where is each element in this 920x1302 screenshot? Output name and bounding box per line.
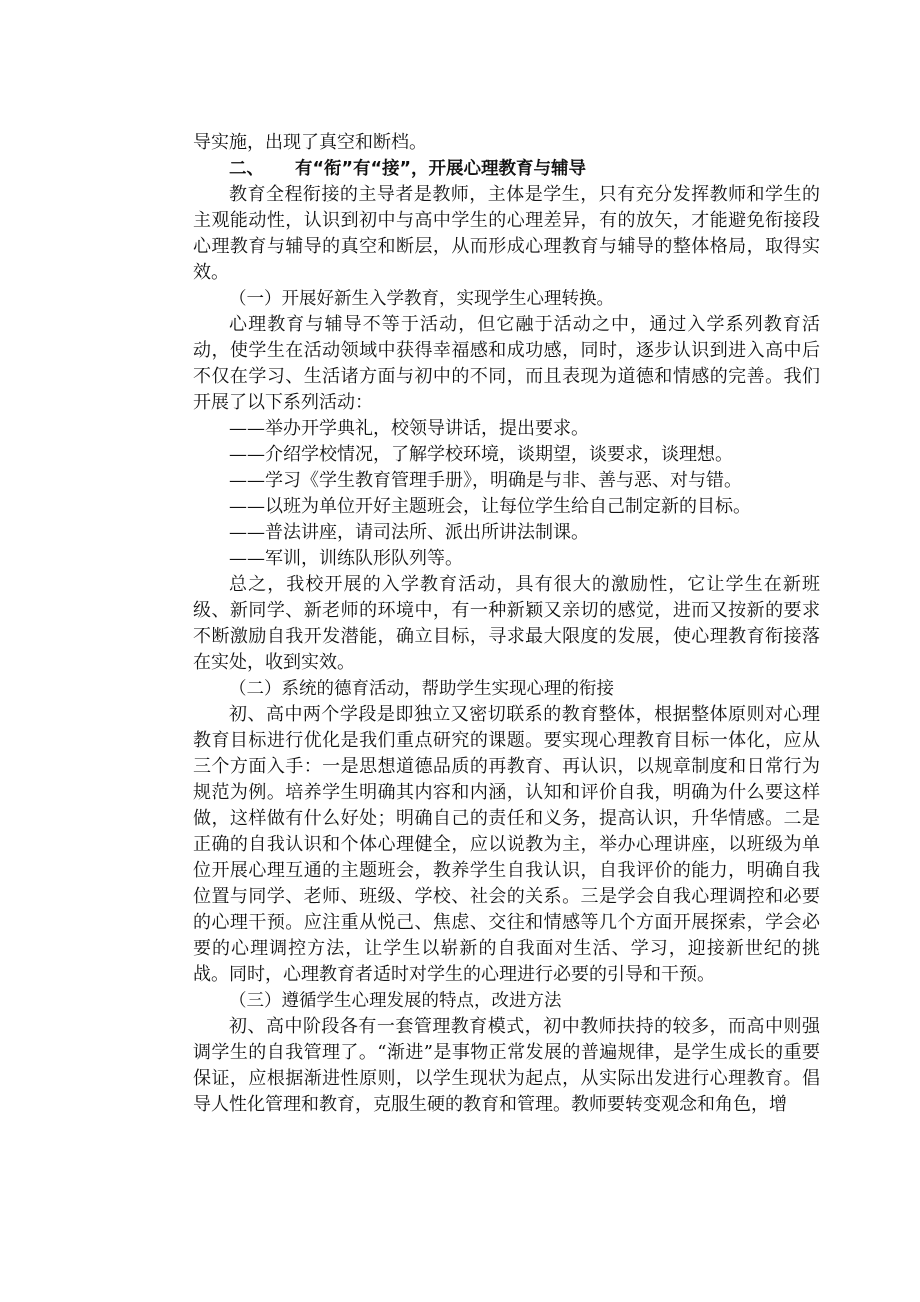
section-number: 二、 — [229, 159, 264, 179]
subsection-heading-1: （一）开展好新生入学教育，实现学生心理转换。 — [229, 289, 614, 309]
section-heading-2 — [193, 156, 820, 182]
paragraph-4: 初、高中两个学段是即独立又密切联系的教育整体，根据整体原则对心理教育目标进行优化是我们重点研究的课题。要实现心理教育目标一体化，应从三个方面入手：一是思想道德品质的再教育、再认识，以规章制度和日常行为规范为例。培养学生明确其内容和内涵，认知和评价自我，明确为什么要这样做，这样做有什么好处；明确自己的责任和义务，提高认识，升华情感。二是正确的自我认识和个体心理健全，应以说教为主，举办心理讲座，以班级为单位开展心理互通的主题班会，教养学生自我认识，自我评价的能力，明确自我位置与同学、老师、班级、学校、社会的关系。三是学会自我心理调控和必要的心理干预。应注重从悦己、焦虑、交往和情感等几个方面开展探索，学会必要的心理调控方法，让学生以崭新的自我面对生活、学习，迎接新世纪的挑战。同时，心理教育者适时对学生的心理进行必要的引导和干预。 — [193, 704, 820, 985]
activity-item: ——普法讲座，请司法所、派出所讲法制课。 — [229, 522, 589, 543]
subsection-heading-2: （二）系统的德育活动，帮助学生实现心理的衔接 — [229, 679, 614, 699]
paragraph-5: 初、高中阶段各有一套管理教育模式，初中教师扶持的较多，而高中则强调学生的自我管理了。“渐进”是事物正常发展的普遍规律，是学生成长的重要保证，应根据渐进性原则，以学生现状为起点，从实际出发进行心理教育。倡导人性化管理和教育，克服生硬的教育和管理。教师要转变观念和角色，增 — [193, 1016, 820, 1115]
activity-item: ——学习《学生教育管理手册》，明确是与非、善与恶、对与错。 — [229, 470, 742, 491]
paragraph-continuation: 导实施，出现了真空和断档。 — [193, 132, 427, 153]
activity-item: ——举办开学典礼，校领导讲话，提出要求。 — [229, 418, 589, 439]
activity-item: ——介绍学校情况，了解学校环境，谈期望，谈要求，谈理想。 — [229, 444, 733, 465]
paragraph-3: 总之，我校开展的入学教育活动，具有很大的激励性，它让学生在新班级、新同学、新老师的环境中，有一种新颖又亲切的感觉，进而又按新的要求不断激励自我开发潜能，确立目标，寻求最大限度的发展，使心理教育衔接落在实处，收到实效。 — [193, 574, 820, 673]
section-title: 有“衔”有“接”，开展心理教育与辅导 — [295, 159, 587, 179]
paragraph-1: 教育全程衔接的主导者是教师，主体是学生，只有充分发挥教师和学生的主观能动性，认识到初中与高中学生的心理差异，有的放矢，才能避免衔接段心理教育与辅导的真空和断层，从而形成心理教育与辅导的整体格局，取得实效。 — [193, 184, 820, 283]
subsection-heading-3: （三）遵循学生心理发展的特点，改进方法 — [229, 991, 562, 1011]
paragraph-2: 心理教育与辅导不等于活动，但它融于活动之中，通过入学系列教育活动，使学生在活动领域中获得幸福感和成功感，同时，逐步认识到进入高中后不仅在学习、生活诸方面与初中的不同，而且表现为道德和情感的完善。我们开展了以下系列活动： — [193, 314, 820, 413]
document-page — [193, 130, 820, 1118]
activity-item: ——以班为单位开好主题班会，让每位学生给自己制定新的目标。 — [229, 496, 751, 517]
activity-item: ——军训，训练队形队列等。 — [229, 548, 463, 569]
